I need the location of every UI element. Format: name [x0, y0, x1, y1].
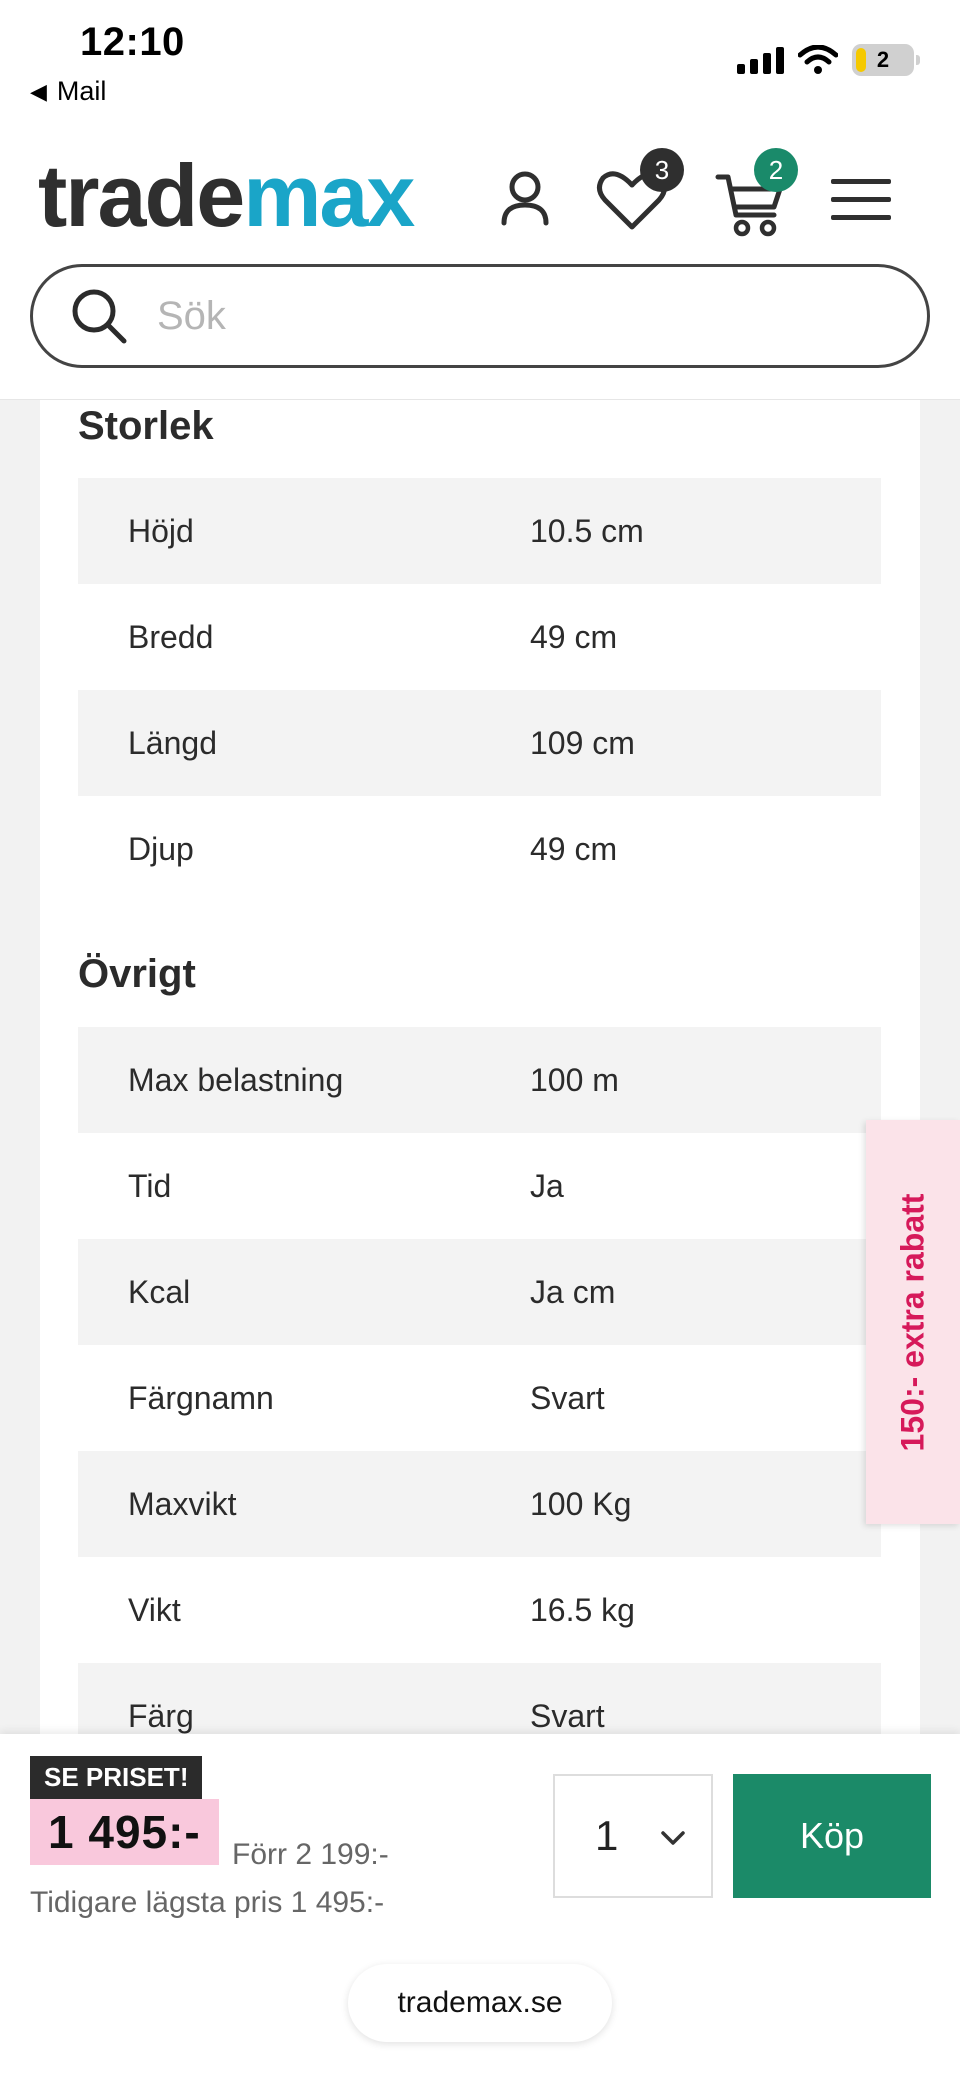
- spec-key: Max belastning: [128, 1061, 344, 1098]
- spec-key: Färgnamn: [128, 1379, 274, 1416]
- menu-hamburger-icon[interactable]: [816, 155, 906, 245]
- spec-key: Färg: [128, 1697, 194, 1734]
- spec-row: [78, 690, 881, 796]
- lowest-price-note: Tidigare lägsta pris 1 495:-: [30, 1886, 385, 1919]
- spec-value: 100 Kg: [530, 1485, 632, 1522]
- spec-value: Ja cm: [530, 1273, 616, 1310]
- before-price: Förr 2 199:-: [232, 1838, 389, 1871]
- section-title-other: Övrigt: [78, 952, 196, 996]
- spec-value: Ja: [530, 1167, 564, 1204]
- search-bar[interactable]: [30, 264, 930, 368]
- product-specs-card: [40, 400, 920, 1740]
- spec-key: Höjd: [128, 512, 194, 549]
- chevron-down-icon: [659, 1824, 687, 1852]
- spec-value: Svart: [530, 1697, 605, 1734]
- status-icons: [737, 44, 914, 76]
- spec-row: [78, 1027, 881, 1133]
- search-input[interactable]: [157, 294, 857, 339]
- spec-key: Djup: [128, 830, 194, 867]
- spec-value: 100 m: [530, 1061, 619, 1098]
- spec-key: Tid: [128, 1167, 172, 1204]
- spec-key: Vikt: [128, 1591, 181, 1628]
- spec-row: [78, 1133, 881, 1239]
- purchase-bar: [0, 1734, 960, 2078]
- spec-value: 109 cm: [530, 724, 635, 761]
- spec-value: 16.5 kg: [530, 1591, 635, 1628]
- back-app-label: Mail: [56, 76, 107, 106]
- spec-key: Maxvikt: [128, 1485, 237, 1522]
- spec-row: [78, 584, 881, 690]
- spec-key: Längd: [128, 724, 217, 761]
- spec-key: Kcal: [128, 1273, 191, 1310]
- spec-row: [78, 1663, 881, 1740]
- current-price: 1 495:-: [30, 1799, 219, 1865]
- spec-row: [78, 796, 881, 902]
- battery-icon: [852, 44, 914, 76]
- status-bar: [0, 0, 960, 130]
- spec-key: Bredd: [128, 618, 214, 655]
- cart-count-badge: 2: [754, 148, 798, 192]
- trademax-logo[interactable]: trademax: [38, 146, 414, 245]
- battery-level: 2: [876, 47, 890, 72]
- account-icon[interactable]: [480, 155, 570, 245]
- browser-url-pill[interactable]: trademax.se: [348, 1964, 612, 2042]
- spec-row: [78, 1239, 881, 1345]
- spec-row: [78, 1557, 881, 1663]
- spec-value: 49 cm: [530, 618, 618, 655]
- status-time: 12:10: [80, 20, 185, 64]
- spec-row: [78, 1345, 881, 1451]
- cellular-signal-icon: [737, 46, 784, 74]
- spec-row: [78, 478, 881, 584]
- spec-value: 49 cm: [530, 830, 618, 867]
- quantity-select[interactable]: [553, 1774, 713, 1898]
- spec-row: [78, 1451, 881, 1557]
- wishlist-count-badge: 3: [640, 148, 684, 192]
- section-title-size: Storlek: [78, 404, 214, 448]
- site-header: [0, 130, 960, 400]
- buy-button[interactable]: Köp: [733, 1774, 931, 1898]
- wifi-icon: [798, 45, 838, 75]
- deal-badge: SE PRISET!: [30, 1756, 202, 1799]
- extra-discount-tab[interactable]: [866, 1120, 960, 1524]
- spec-value: 10.5 cm: [530, 512, 644, 549]
- spec-value: Svart: [530, 1379, 605, 1416]
- extra-discount-label: 150:- extra rabatt: [894, 1193, 931, 1451]
- quantity-value: 1: [595, 1812, 619, 1859]
- back-to-mail-link[interactable]: [30, 76, 106, 107]
- search-icon: [69, 286, 129, 346]
- back-arrow-icon: ◀: [30, 78, 47, 104]
